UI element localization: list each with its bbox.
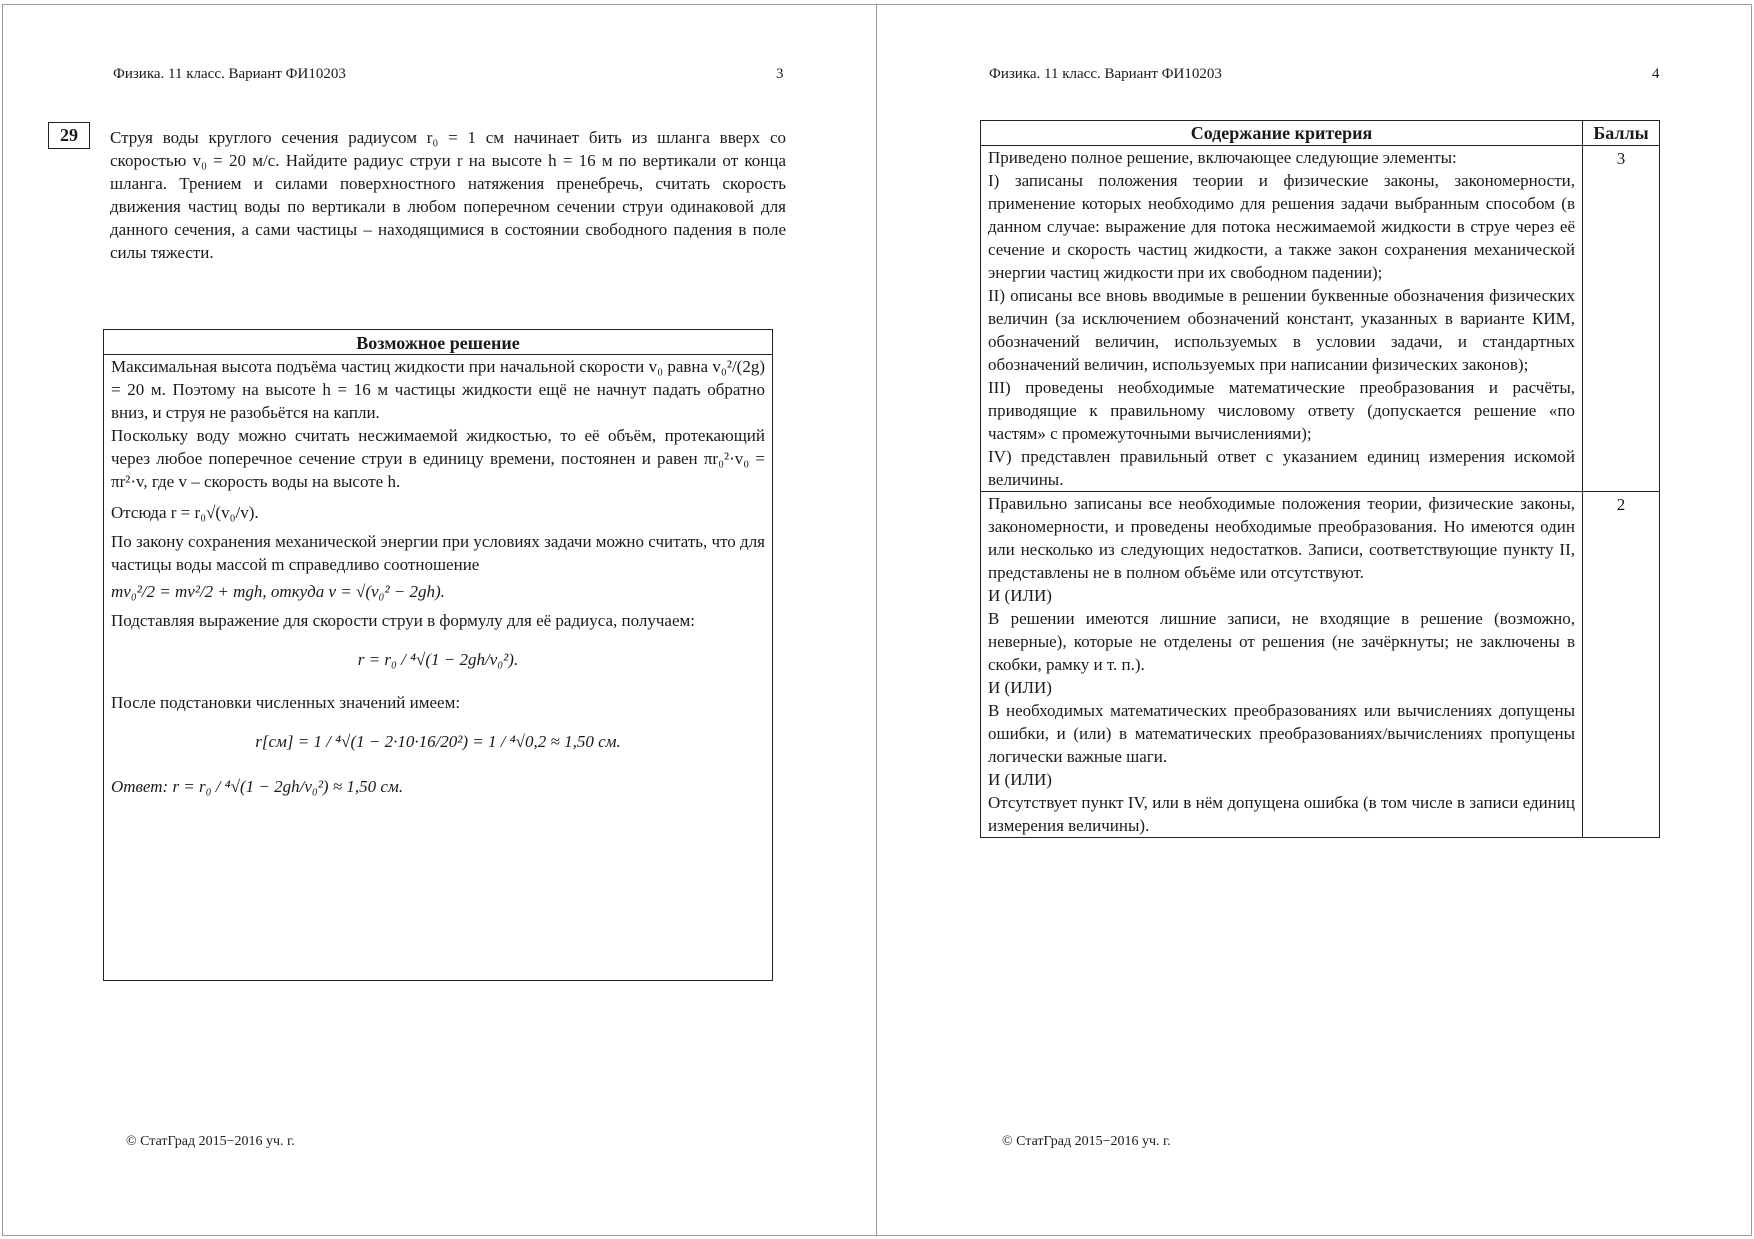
page-number: 4: [1652, 66, 1660, 82]
solution-paragraph: Подставляя выражение для скорости струи в формулу для её радиуса, получаем:: [111, 611, 695, 630]
page-footer: © СтатГрад 2015−2016 уч. г.: [126, 1134, 295, 1149]
criteria-line: III) проведены необходимые математические преобразования и расчёты, приводящие к правильному числовому ответу (допускается решение «по частям» с промежуточными вычислениями);: [988, 378, 1575, 443]
criteria-line: Отсутствует пункт IV, или в нём допущена ошибка (в том числе в записи единиц измерения величины).: [988, 793, 1575, 835]
task-text: Струя воды круглого сечения радиусом r₀ = 1 см начинает бить из шланга вверх со скоростью v₀ = 20 м/с. Найдите радиус струи r на высоте h = 16 м по вертикали от конца шланга. Трением и силами поверхностного натяжения пренебречь, считать скорость движения частиц воды по вертикали в любом поперечном сечении струи одинаковой для данного сечения, а сами частицы – находящимися в состоянии свободного падения в поле силы тяжести.: [110, 128, 786, 262]
table-row: [981, 146, 1660, 492]
solution-paragraph: По закону сохранения механической энергии при условиях задачи можно считать, что для частицы воды массой m справедливо соотношение: [111, 532, 765, 574]
criteria-table: [980, 120, 1660, 838]
points-cell: 3: [1583, 146, 1660, 492]
criteria-line: В решении имеются лишние записи, не входящие в решение (возможно, неверные), которые не отделены от решения (не зачёркнуты; не заключены в скобки, рамку и т. п.).: [988, 609, 1575, 674]
table-row: [981, 492, 1660, 838]
solution-paragraph: Поскольку воду можно считать несжимаемой жидкостью, то её объём, протекающий через любое поперечное сечение струи в единицу времени, постоянен и равен πr₀²·v₀ = πr²·v, где v – скорость воды на высоте h.: [111, 426, 765, 491]
page-footer: © СтатГрад 2015−2016 уч. г.: [1002, 1134, 1171, 1149]
criteria-cell: [981, 492, 1583, 838]
criteria-cell: [981, 146, 1583, 492]
solution-paragraph: Максимальная высота подъёма частиц жидкости при начальной скорости v₀ равна v₀²/(2g) = 20 м. Поэтому на высоте h = 16 м частицы жидкости ещё не начнут падать обратно вниз, и струя не разобьётся на капли.: [111, 357, 765, 422]
formula-radius: r = r₀ / ⁴√(1 − 2gh/v₀²).: [357, 650, 519, 669]
page-number: 3: [776, 66, 784, 82]
solution-paragraph: После подстановки численных значений имеем:: [111, 693, 461, 712]
solution-body: [104, 355, 772, 798]
criteria-line: IV) представлен правильный ответ с указанием единиц измерения искомой величины.: [988, 447, 1575, 489]
solution-box: [103, 329, 773, 981]
criteria-line: В необходимых математических преобразованиях или вычислениях допущены ошибки, и (или) в математических преобразованиях/вычислениях пропущены логически важные шаги.: [988, 701, 1575, 766]
solution-title: Возможное решение: [104, 330, 772, 355]
column-header-points: Баллы: [1583, 121, 1660, 146]
points-cell: 2: [1583, 492, 1660, 838]
criteria-line: Правильно записаны все необходимые положения теории, физические законы, закономерности, и проведены необходимые преобразования. Но имеются один или несколько из следующих недостатков. Записи, соответствующие пункту II, представлены не в полном объёме или отсутствуют.: [988, 494, 1575, 582]
page-header: Физика. 11 класс. Вариант ФИ10203: [989, 66, 1222, 82]
criteria-line: I) записаны положения теории и физические законы, закономерности, применение которых необходимо для решения задачи выбранным способом (в данном случае: выражение для потока несжимаемой жидкости в струе через её сечение и скорость частиц жидкости, а также закон сохранения механической энергии частиц жидкости при их свободном падении);: [988, 171, 1575, 282]
criteria-line: И (ИЛИ): [988, 586, 1052, 605]
formula-numeric: r[см] = 1 / ⁴√(1 − 2·10·16/20²) = 1 / ⁴√0,2 ≈ 1,50 см.: [255, 732, 621, 751]
solution-formula: mv₀²/2 = mv²/2 + mgh, откуда v = √(v₀² − 2gh).: [111, 582, 445, 601]
table-header-row: [981, 121, 1660, 146]
solution-paragraph: Отсюда r = r₀√(v₀/v).: [111, 503, 259, 522]
page-header: Физика. 11 класс. Вариант ФИ10203: [113, 66, 346, 82]
criteria-line: И (ИЛИ): [988, 770, 1052, 789]
criteria-line: Приведено полное решение, включающее следующие элементы:: [988, 148, 1457, 167]
task-number: 29: [48, 122, 90, 149]
criteria-line: И (ИЛИ): [988, 678, 1052, 697]
column-header-criteria: Содержание критерия: [981, 121, 1583, 146]
solution-answer: Ответ: r = r₀ / ⁴√(1 − 2gh/v₀²) ≈ 1,50 см.: [111, 777, 404, 796]
criteria-line: II) описаны все вновь вводимые в решении буквенные обозначения физических величин (за исключением обозначений констант, указанных в варианте КИМ, обозначений величин, используемых в условии задачи, и стандартных обозначений величин, используемых при написании физических законов);: [988, 286, 1575, 374]
